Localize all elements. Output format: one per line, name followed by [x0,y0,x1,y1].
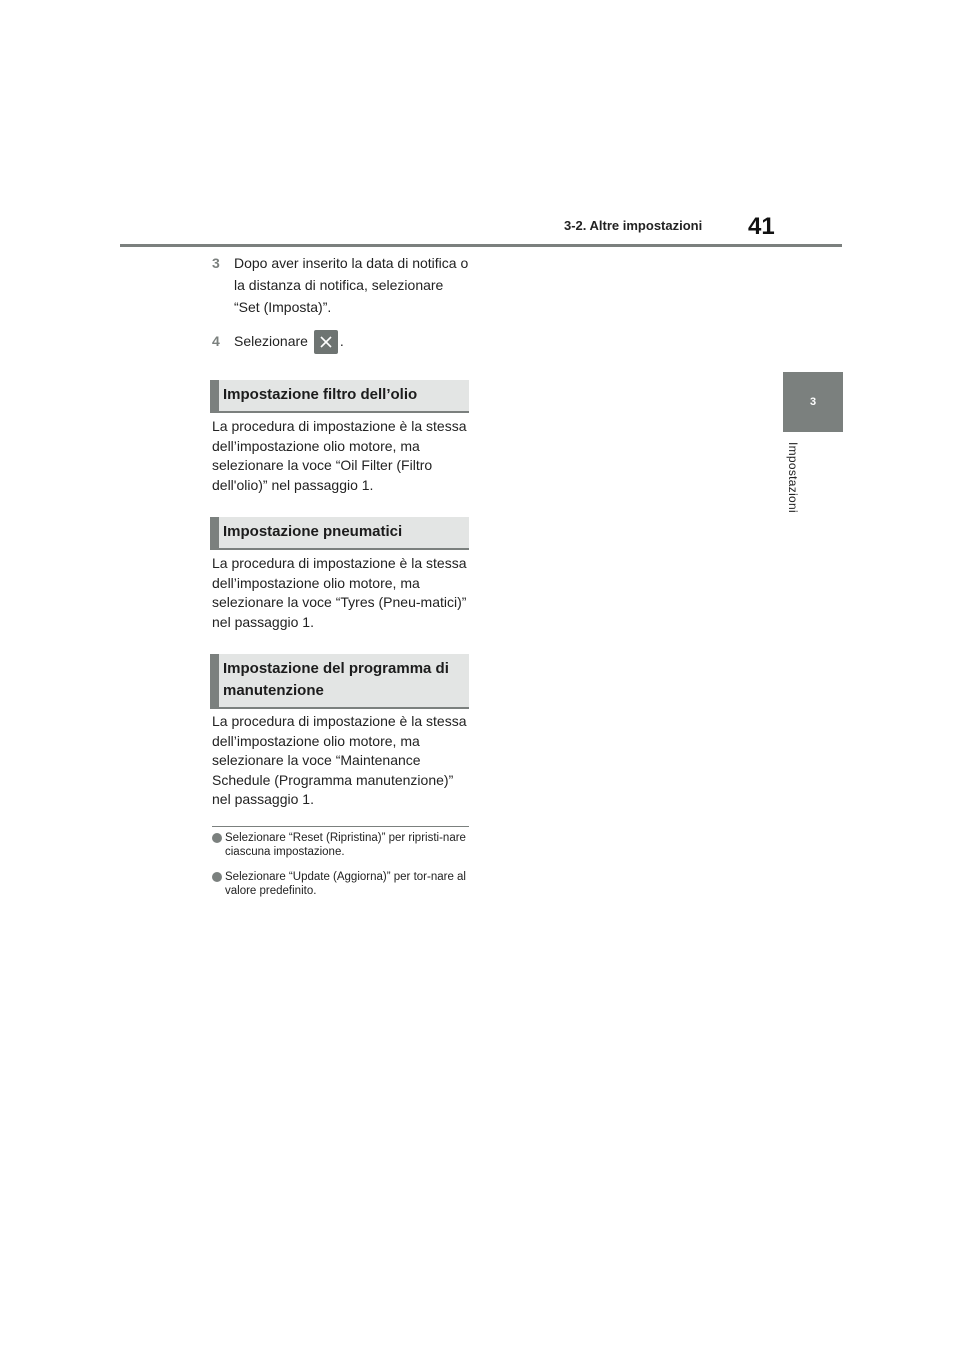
step-4 [212,330,472,354]
step-3 [212,252,472,318]
section-body-tyres: La procedura di impostazione è la stessa dell’impostazione olio motore, ma selezionare la voce “Tyres (Pneu-matici)” nel passaggio 1. [212,555,467,630]
note-item [212,831,474,859]
step-text: Dopo aver inserito la data di notifica o la distanza di notifica, selezionare “Set (Imposta)”. [234,255,469,315]
bullet-icon [212,833,222,843]
chapter-label: Impostazioni [786,442,800,513]
section-body-oil-filter: La procedura di impostazione è la stessa dell’impostazione olio motore, ma selezionare la voce “Oil Filter (Filtro dell'olio)” nel passaggio 1. [212,418,467,493]
page-number: 41 [748,213,775,240]
chapter-tab [783,372,843,432]
note-text: Selezionare “Reset (Ripristina)” per ripristi-nare ciascuna impostazione. [225,832,466,858]
step-text [212,330,472,354]
section-heading-oil-filter: Impostazione filtro dell’olio [210,380,469,413]
note-item [212,870,474,898]
bullet-icon [212,872,222,882]
step-number: 4 [212,333,220,349]
step-text-after: . [339,333,344,349]
note-text: Selezionare “Update (Aggiorna)” per tor-nare al valore predefinito. [225,871,466,897]
step-text-before: Selezionare [234,333,308,349]
step-number: 3 [212,255,220,271]
chapter-number: 3 [809,396,817,408]
section-body-maintenance: La procedura di impostazione è la stessa dell’impostazione olio motore, ma selezionare la voce “Maintenance Schedule (Programma manutenzione)” nel passaggio 1. [212,713,467,807]
header-section-title: 3-2. Altre impostazioni [564,218,703,233]
section-heading-tyres: Impostazione pneumatici [210,517,469,550]
notes-divider [212,826,469,827]
close-x-icon [314,330,338,354]
header-divider [120,244,842,247]
section-heading-maintenance: Impostazione del programma di manutenzione [210,654,469,709]
